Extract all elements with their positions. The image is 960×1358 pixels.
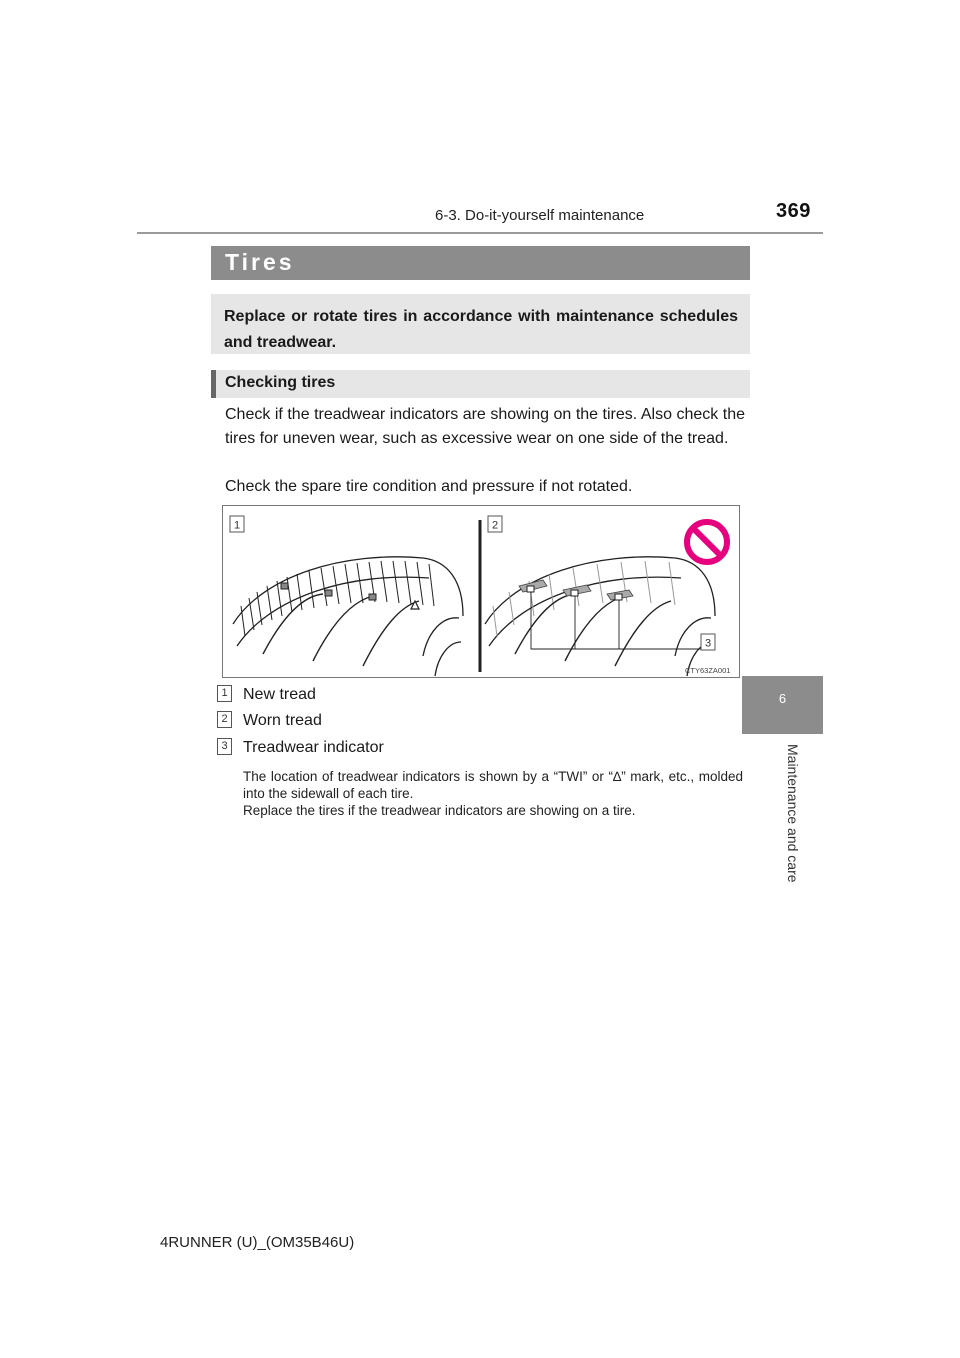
legend-number-1: 1 [217, 685, 232, 702]
callout-1 [230, 516, 244, 532]
legend-number-2: 2 [217, 711, 232, 728]
chapter-number: 6 [778, 691, 787, 706]
new-tread-tire [233, 557, 463, 676]
subheading-accent [211, 370, 216, 398]
legend-label-1: New tread [243, 686, 316, 703]
subheading-bar [211, 370, 750, 398]
footer-model-code: 4RUNNER (U)_(OM35B46U) [160, 1234, 355, 1251]
header-rule [137, 232, 823, 234]
legend-item-1 [217, 686, 316, 706]
tire-illustration [223, 506, 739, 677]
title-bar [211, 246, 750, 280]
legend-item-2 [217, 712, 322, 732]
note-line-1: The location of treadwear indicators is shown by a “TWI” or “∆” mark, etc., molded into the sidewall of each tire. [243, 769, 743, 801]
legend-label-3: Treadwear indicator [243, 739, 384, 756]
callout-2-label: 2 [491, 519, 499, 532]
note-line-2: Replace the tires if the treadwear indicators are showing on a tire. [243, 803, 636, 818]
body-paragraph-1: Check if the treadwear indicators are showing on the tires. Also check the tires for uneven wear, such as excessive wear on one side of the tread. [225, 406, 745, 447]
callout-3 [701, 634, 715, 650]
callout-1-label: 1 [233, 519, 241, 532]
intro-text: Replace or rotate tires in accordance with maintenance schedules and treadwear. [224, 308, 738, 351]
body-paragraph-2: Check the spare tire condition and pressure if not rotated. [225, 478, 633, 495]
figure-code: CTY63ZA001 [685, 666, 731, 675]
legend-number-3: 3 [217, 738, 232, 755]
prohibition-icon [687, 522, 727, 562]
tire-figure [222, 505, 740, 678]
page-number: 369 [776, 200, 811, 222]
header-section: 6-3. Do-it-yourself maintenance [435, 207, 645, 224]
callout-3-label: 3 [704, 637, 712, 650]
legend-item-3 [217, 739, 384, 759]
page-title: Tires [225, 249, 295, 275]
subheading: Checking tires [225, 374, 336, 391]
worn-tread-tire [485, 557, 715, 676]
treadwear-note [243, 768, 743, 819]
chapter-tab[interactable] [742, 676, 823, 734]
legend-label-2: Worn tread [243, 712, 322, 729]
callout-2 [488, 516, 502, 532]
chapter-label: Maintenance and care [785, 744, 801, 883]
intro-box [211, 294, 750, 354]
